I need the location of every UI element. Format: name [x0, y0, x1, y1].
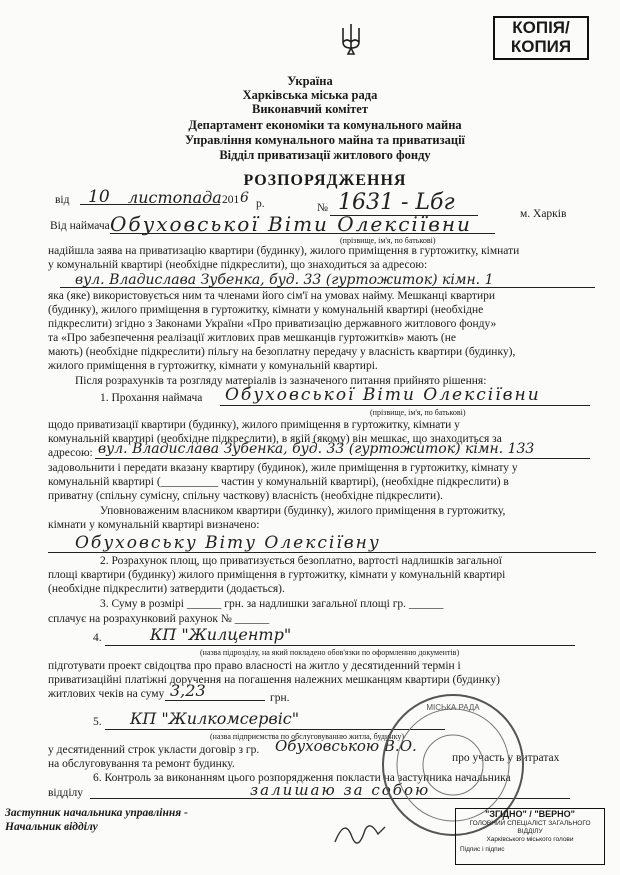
item6-line: відділу [48, 787, 84, 799]
item4-line: житлових чеків на суму [48, 688, 165, 700]
signature-title-2: Начальник відділу [5, 821, 98, 833]
applicant-caption: (прізвище, ім'я, по батькові) [340, 236, 436, 245]
item4-organization: КП "Жилцентр" [150, 625, 292, 644]
item4-line: приватизаційні платіжні доручення на погашення належних мешканцям квартири (будинку) [48, 674, 500, 686]
body-line: надійшла заява на приватизацію квартири (будинку), жилого приміщення в гуртожитку, кімнати [48, 245, 520, 257]
body-line: та «Про забезпечення реалізації житлових прав мешканців гуртожитків» мають (не [48, 332, 456, 344]
item4-line: грн. [270, 692, 290, 704]
item2-line: 2. Розрахунок площ, що приватизується безоплатно, вартості надлишків загальної [100, 555, 503, 567]
item4-caption: (назва підрозділу, на який покладено обов'язки по оформленню документів) [200, 648, 460, 657]
item1-owner: Обуховську Віту Олексіївну [75, 533, 381, 553]
body-line: Після розрахунків та розгляду матеріалів із зазначеного питання прийнято рішення: [75, 375, 487, 387]
item6-handwritten: залишаю за собою [250, 781, 431, 799]
item1-line: задовольнити і передати вказану квартиру (будинок), жиле приміщення в гуртожитку, кімнату у [48, 462, 518, 474]
body-line: яка (яке) використовується ним та членами його сім'ї на умовах найму. Мешканці квартири [48, 290, 496, 302]
item5-line: на обслуговування та ремонт будинку. [48, 758, 235, 770]
header-department: Департамент економіки та комунального майна [188, 118, 462, 132]
item1-line: комунальній квартирі (необхідне підкреслити), в якій (якому) він мешкає, що знаходиться за [48, 433, 502, 445]
number-prefix: № [317, 202, 328, 214]
item6-line: 6. Контроль за виконанням цього розпорядження покласти на заступника начальника [93, 772, 511, 784]
date-prefix: від [55, 194, 70, 206]
item5-line: про участь у витратах [452, 752, 560, 764]
item5-organization: КП "Жилкомсервіс" [130, 709, 300, 728]
date-suffix: р. [256, 198, 265, 210]
item1-line: щодо приватизації квартири (будинку), жилого приміщення в гуртожитку, кімнати у [48, 419, 460, 431]
city: м. Харків [520, 208, 567, 220]
item1-line: кімнати у комунальній квартирі визначено: [48, 519, 260, 531]
item4-label: 4. [93, 632, 102, 644]
item5-line: у десятиденний строк укласти договір з гр. [48, 744, 260, 756]
seal-text: МІСЬКА РАДА [426, 703, 480, 712]
address-handwritten: вул. Владислава Зубенка, буд. 33 (гуртожиток) кімн. 1 [75, 272, 494, 288]
applicant-label: Від наймача [50, 220, 110, 232]
header-council: Харківська міська рада [242, 88, 378, 102]
header-management: Управління комунального майна та приватизації [184, 133, 466, 147]
body-line: (будинку), жилого приміщення в гуртожитку, кімнати у комунальній квартирі (необхідне [48, 304, 484, 316]
item1-caption: (прізвище, ім'я, по батькові) [370, 408, 466, 417]
header-country: Україна [287, 74, 333, 88]
date-month: листопада [128, 188, 222, 207]
item3-line: сплачує на розрахунковий рахунок № ______ [48, 613, 270, 625]
item1-line: Уповноваженим власником квартири (будинку), жилого приміщення в гуртожитку, [100, 505, 506, 517]
applicant-name: Обуховської Віти Олексіївни [110, 212, 472, 236]
body-line: мають) (необхідне підкреслити) пільгу на безоплатну передачу у власність квартири (будинку), [48, 346, 516, 358]
item1-name: Обуховської Віти Олексіївни [225, 385, 541, 405]
certify-stamp: "ЗГІДНО" / "ВЕРНО" ГОЛОВНИЙ СПЕЦІАЛІСТ ЗАГАЛЬНОГО ВІДДІЛУ Харківського міського голови Підпис і підпис [455, 808, 605, 865]
item2-line: (необхідне підкреслити) затвердити (додається). [48, 583, 285, 595]
item4-sum: 3,23 [170, 681, 206, 700]
item1-address: вул. Владислава Зубенка, буд. 33 (гуртожиток) кімн. 133 [98, 441, 535, 457]
item4-line: підготувати проект свідоцтва про право власності на житло у десятиденний термін і [48, 660, 461, 672]
item1-line: приватну (спільну сумісну, спільну часткову) власність (необхідне підкреслити). [48, 490, 443, 502]
body-line: підкреслити) згідно з Законами України «Про приватизацію державного житлового фонду» [48, 318, 497, 330]
header-committee: Виконавчий комітет [252, 102, 368, 116]
item1-line: адресою: [48, 447, 93, 459]
date-year: 201 [222, 194, 240, 206]
item1-line: комунальній квартирі (__________ частин у комунальній квартирі), (необхідне підкреслити) в [48, 476, 509, 488]
item2-line: площі квартири (будинку) жилого приміщення в гуртожитку, кімнати у комунальній квартирі [48, 569, 506, 581]
body-line: жилого приміщення в гуртожитку, кімнати у комунальній квартирі. [48, 360, 378, 372]
date-year-digit: 6 [240, 190, 249, 206]
body-line: у комунальній квартирі (необхідне підкреслити), що знаходиться за адресою: [48, 259, 428, 271]
trident-emblem-icon [339, 22, 363, 61]
item5-name: Обуховською В.О. [275, 737, 417, 755]
item5-label: 5. [93, 716, 102, 728]
item1-label: 1. Прохання наймача [100, 392, 203, 404]
item5-caption: (назва підприємства по обслуговуванню житла, будинку) [210, 732, 405, 741]
signature-title-1: Заступник начальника управління - [5, 807, 188, 819]
document-title: РОЗПОРЯДЖЕННЯ [243, 172, 407, 189]
header-division: Відділ приватизації житлового фонду [219, 148, 431, 162]
order-number: 1631 - Lбг [338, 190, 455, 215]
item3-line: 3. Суму в розмірі ______ грн. за надлишки загальної площі гр. ______ [100, 598, 444, 610]
copy-stamp: КОПІЯ/ КОПИЯ [493, 16, 589, 60]
date-day: 10 [88, 187, 110, 207]
